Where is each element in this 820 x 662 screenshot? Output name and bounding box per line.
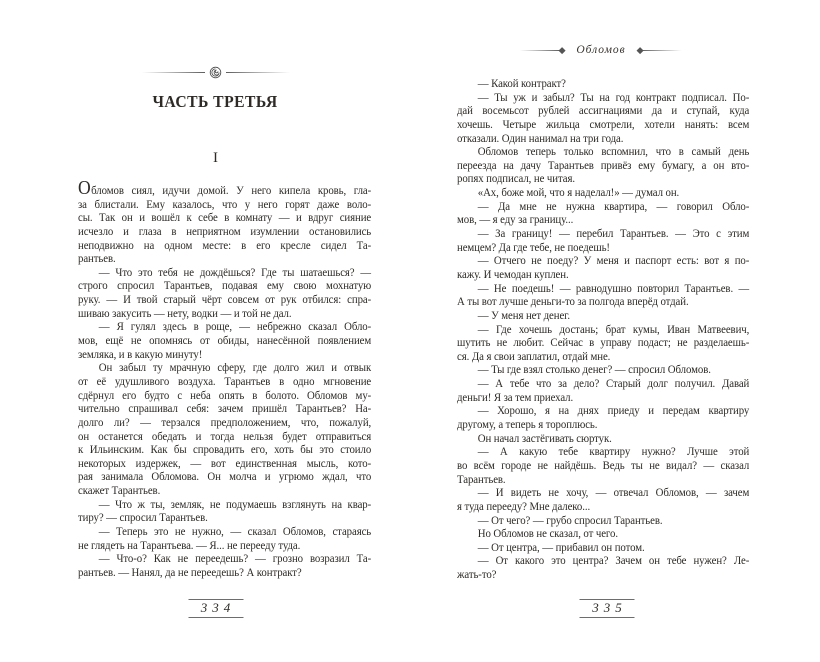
text-line: — Теперь это не нужно, — сказал Обломов, стараясь	[98, 525, 372, 539]
text-line: рая занимала Обломова. Он молча и угрюмо ждал, что	[78, 470, 372, 484]
text-line: ропях подписал, не читая.	[457, 172, 575, 186]
text-line: — А тебе что за дело? Старый долг получил. Давай	[477, 377, 750, 391]
text-line: тиру? — спросил Тарантьев.	[78, 511, 208, 525]
text-line: мов, — я еду за границу...	[457, 213, 574, 227]
text-line: руку. — И твой старый чёрт совсем от рук отбился: спра-	[78, 293, 372, 307]
text-line: деньги! Я за тем приехал.	[457, 390, 574, 404]
text-line: шиваю закусить — нету, водки — и той не дал.	[78, 306, 292, 320]
raised-initial-cap: О	[78, 178, 91, 199]
text-line: строго спросил Тарантьев, подавая ему свою мохнатую	[78, 279, 372, 293]
ornament-rule-left	[142, 72, 206, 73]
text-line: исчезло и глаза в неприятном изумлении остановились	[78, 224, 372, 238]
text-line: — Какой контракт?	[477, 77, 566, 90]
text-line: — Что-о? Как не переедешь? — грозно возразил Та-	[98, 552, 372, 566]
text-line: — А какую тебе квартиру нужно? Лучше этой	[477, 445, 750, 459]
text-line: — От какого это центра? Зачем он тебе нужен? Ле-	[477, 554, 750, 568]
text-line: чительно спрашивал себя: зачем пришёл Тарантьев? На-	[78, 402, 372, 416]
text-line: скажет Тарантьев.	[78, 484, 161, 498]
text-line: Он забыл ту мрачную сферу, где долго жил и отвык	[98, 361, 372, 375]
text-line: А ты вот лучше деньги-то за полгода вперёд отдай.	[457, 295, 689, 309]
left-page-number	[188, 599, 243, 618]
text-line: кажу. И чемодан куплен.	[457, 267, 569, 281]
text-line: ся. Да я свои заплатил, отдай мне.	[457, 349, 611, 363]
text-line: долго ли? — терзался предположением, что, пожалуй,	[78, 415, 372, 429]
text-line: — Я гулял здесь в роще, — небрежно сказал Обло-	[98, 320, 372, 334]
text-line: — Что ж ты, земляк, не подумаешь взглянуть на квар-	[98, 497, 372, 511]
text-line: Он начал застёгивать сюртук.	[477, 431, 612, 445]
running-head-rule-right	[638, 48, 683, 53]
text-line: — От чего? — грубо спросил Тарантьев.	[477, 513, 663, 527]
diamond-icon	[559, 47, 565, 53]
text-line: сдёрнул его будто с неба опять в болото. Обломов му-	[78, 388, 372, 402]
text-line: — Где хочешь достань; брат кумы, Иван Матвеевич,	[477, 322, 750, 336]
text-line: некоторых издержек, — вот единственная мысль, кото-	[78, 456, 372, 470]
text-line: — Да мне не нужна квартира, — говорил Обло-	[477, 199, 750, 213]
text-line: — Ты уж и забыл? Ты на год контракт подписал. По-	[477, 90, 750, 104]
text-line: отказали. Один нанимал на три года.	[457, 131, 624, 145]
text-line: я туда перееду? Мне далеко...	[457, 499, 591, 513]
text-line: сы. Так он и вошёл к себе в комнату — и вдруг сияние	[78, 211, 372, 225]
part-title: ЧАСТЬ ТРЕТЬЯ	[152, 92, 279, 111]
text-line: жать-то?	[457, 568, 497, 582]
right-page	[457, 0, 749, 662]
text-line: — Хорошо, я на днях приеду и передам квартиру	[477, 404, 750, 418]
text-line: — И видеть не хочу, — отвечал Обломов, — зачем	[477, 486, 750, 500]
right-page-text	[457, 77, 749, 582]
text-line: за блистали. Ему казалось, что у него горят даже воло-	[78, 197, 372, 211]
text-line: неподвижно на одном месте: в его кресле сидел Та-	[78, 238, 372, 252]
text-line: во всём городе не найдёшь. Ведь ты не видал? — сказал	[457, 458, 750, 472]
text-line: хочешь. Четыре жильца смотрели, хотели нанять: всем	[457, 117, 750, 131]
text-line: дай восемьсот рублей ассигнациями да и ступай, куда	[457, 104, 750, 118]
text-line: — Не поедешь! — равнодушно повторил Тарантьев. —	[477, 281, 750, 295]
left-folio-digits: 334	[200, 600, 236, 615]
text-line: земляка, и в какую минуту!	[78, 347, 203, 361]
text-line: другому, а теперь я тороплюсь.	[457, 418, 598, 432]
text-line: от её удушливого воздуха. Тарантьев в одно мгновение	[78, 374, 372, 388]
text-line: не глядеть на Тарантьева. — Я... не перееду туда.	[78, 538, 301, 552]
text-line: мов, ещё не опомнясь от обиды, нанесённой появлением	[78, 334, 372, 348]
text-line: — Отчего не поеду? У меня и паспорт есть: вот я по-	[477, 254, 750, 268]
ornament-rule-right	[226, 72, 290, 73]
text-line: — За границу! — перебил Тарантьев. — Это с этим	[477, 227, 750, 241]
chapter-number: I	[213, 150, 218, 166]
text-line: — У меня нет денег.	[477, 308, 570, 322]
text-line: шутить не любит. Сейчас в управу подаст; не разделаешь-	[457, 336, 750, 350]
section-ornament	[142, 66, 290, 79]
text-line: переезда на дачу Тарантьев привёз ему бумагу, а он вто-	[457, 158, 750, 172]
text-line: к Ильинским. Как бы спровадить его, хоть бы это стоило	[78, 443, 372, 457]
text-line: Тарантьев.	[457, 472, 506, 486]
text-line: Но Обломов не сказал, от чего.	[477, 527, 618, 541]
text-line: он останется обедать и тогда нельзя будет отправиться	[78, 429, 372, 443]
text-line: — От центра, — прибавил он потом.	[477, 540, 645, 554]
text-line: Обломов теперь только вспомнил, что в самый день	[477, 145, 750, 159]
diamond-icon	[637, 47, 643, 53]
running-head-title: Обломов	[576, 44, 626, 56]
text-line: «Ах, боже мой, что я наделал!» — думал он.	[477, 186, 680, 200]
running-head	[520, 44, 682, 56]
left-page-text	[78, 178, 372, 580]
text-line: рантьев.	[78, 252, 116, 266]
left-page	[78, 0, 371, 662]
right-page-number	[580, 599, 635, 618]
right-folio-digits: 335	[592, 600, 627, 615]
running-head-rule-left	[520, 48, 565, 53]
spiral-icon	[209, 66, 222, 79]
text-line: рантьев. — Нанял, да не переедешь? А контракт?	[78, 565, 302, 579]
text-line: Обломов сиял, идучи домой. У него кипела кровь, гла-	[78, 178, 372, 199]
text-line: немцем? Да где тебе, не поедешь!	[457, 240, 610, 254]
text-line: — Ты где взял столько денег? — спросил Обломов.	[477, 363, 711, 377]
text-line: — Что это тебя не дождёшься? Где ты шатаешься? —	[98, 265, 372, 279]
